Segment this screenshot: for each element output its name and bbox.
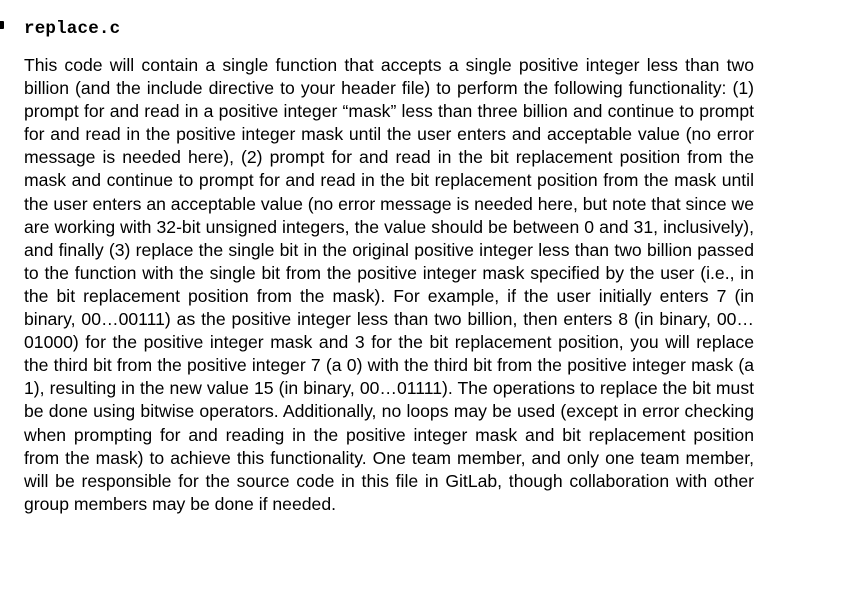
description-paragraph: This code will contain a single function that accepts a single positive integer less than two billion (and the include directive to your header file) to perform the following functionality: (1) prompt for and read in a positive integer “mask” less than three billion and continue to prompt for and read in the positive integer mask until the user enters and acceptable value (no error message is needed here), (2) prompt for and read in the bit replacement position from the mask and continue to prompt for and read in the bit replacement position from the mask until the user enters an acceptable value (no error message is needed here, but note that since we are working with 32-bit unsigned integers, the value should be between 0 and 31, inclusively), and finally (3) replace the single bit in the original positive integer less than two billion passed to the function with the single bit from the positive integer mask specified by the user (i.e., in the bit replacement position from the mask). For example, if the user initially enters 7 (in binary, 00…00111) as the positive integer less than two billion, then enters 8 (in binary, 00…01000) for the positive integer mask and 3 for the bit replacement position, you will replace the third bit from the positive integer 7 (a 0) with the third bit from the positive integer mask (a 1), resulting in the new value 15 (in binary, 00…01111). The operations to replace the bit must be done using bitwise operators. Additionally, no loops may be used (except in error checking when prompting for and reading in the positive integer mask and bit replacement position from the mask) to achieve this functionality. One team member, and only one team member, will be responsible for the source code in this file in GitLab, though collaboration with other group members may be done if needed. — [24, 55, 754, 514]
file-heading: replace.c — [24, 19, 121, 39]
bullet-icon — [0, 21, 4, 29]
